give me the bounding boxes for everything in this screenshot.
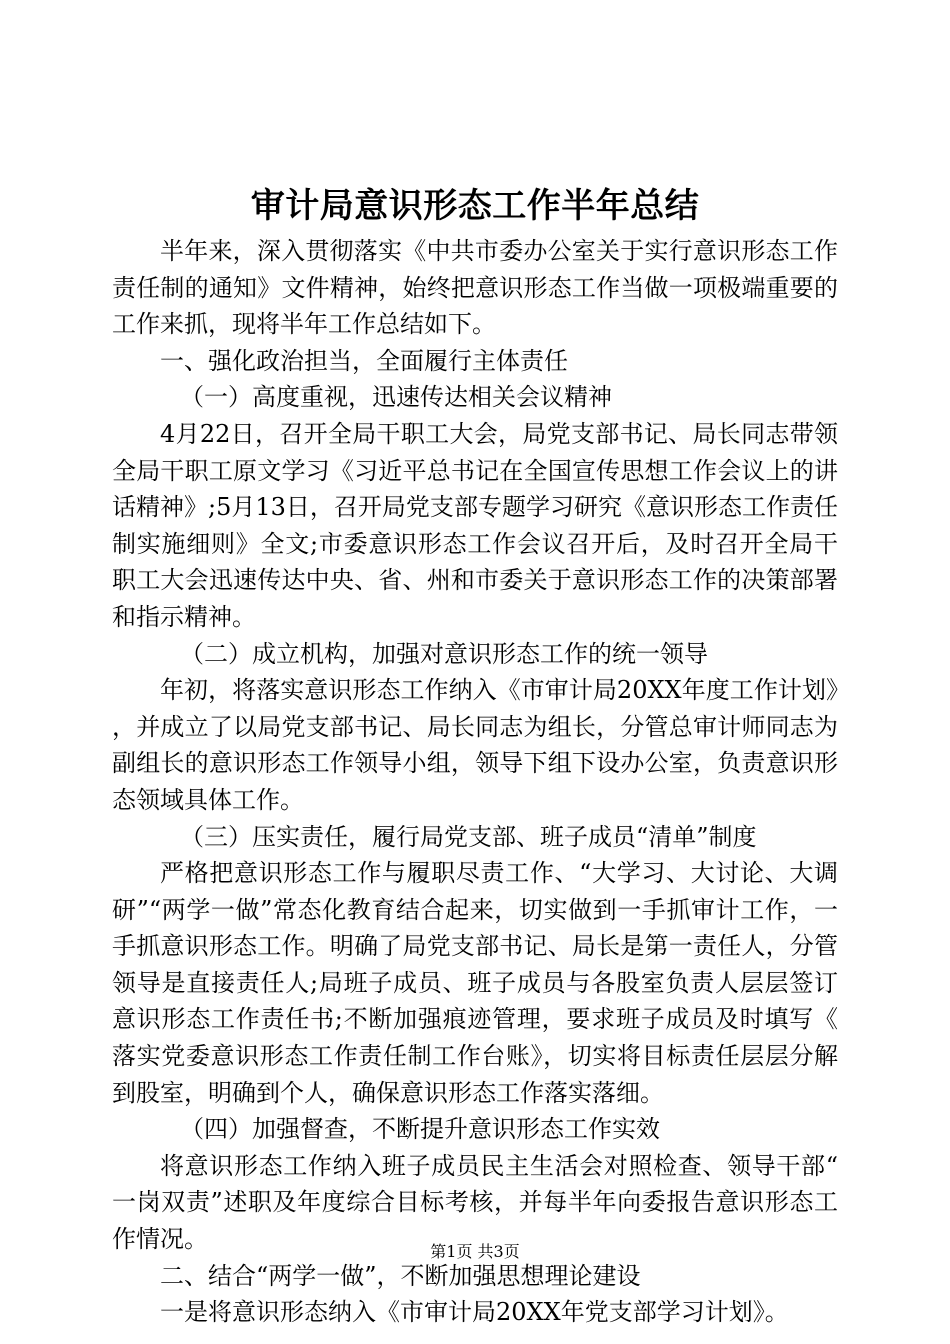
body-paragraph: 将意识形态工作纳入班子成员民主生活会对照检查、领导干部“一岗双责”述职及年度综合目标考核，并每半年向委报告意识形态工作情况。 (112, 1151, 838, 1254)
subsection-heading-4: （四）加强督查，不断提升意识形态工作实效 (180, 1115, 660, 1144)
subsection-heading-2: （二）成立机构，加强对意识形态工作的统一领导 (180, 639, 708, 668)
document-title: 审计局意识形态工作半年总结 (250, 186, 700, 226)
body-paragraph: 一是将意识形态纳入《市审计局20XX年党支部学习计划》。 (160, 1298, 789, 1327)
section-heading-1: 一、强化政治担当，全面履行主体责任 (160, 346, 568, 375)
body-paragraph: 年初，将落实意识形态工作纳入《市审计局20XX年度工作计划》，并成立了以局党支部书记、局长同志为组长，分管总审计师同志为副组长的意识形态工作领导小组，领导下组下设办公室，负责意识形态领域具体工作。 (112, 676, 838, 814)
subsection-heading-1: （一）高度重视，迅速传达相关会议精神 (180, 383, 612, 412)
intro-paragraph: 半年来，深入贯彻落实《中共市委办公室关于实行意识形态工作责任制的通知》文件精神，始终把意识形态工作当做一项极端重要的工作来抓，现将半年工作总结如下。 (112, 237, 838, 339)
body-paragraph: 4月22日，召开全局干职工大会，局党支部书记、局长同志带领全局干职工原文学习《习近平总书记在全国宣传思想工作会议上的讲话精神》;5月13日，召开局党支部专题学习研究《意识形态工作责任制实施细则》全文;市委意识形态工作会议召开后，及时召开全局干职工大会迅速传达中央、省、州和市委关于意识形态工作的决策部署和指示精神。 (112, 419, 838, 631)
section-heading-2: 二、结合“两学一做”，不断加强思想理论建设 (160, 1261, 641, 1290)
subsection-heading-3: （三）压实责任，履行局党支部、班子成员“清单”制度 (180, 822, 757, 851)
page-number-footer: 第1页 共3页 (430, 1242, 520, 1261)
body-paragraph: 严格把意识形态工作与履职尽责工作、“大学习、大讨论、大调研”“两学一做”常态化教育结合起来，切实做到一手抓审计工作，一手抓意识形态工作。明确了局党支部书记、局长是第一责任人，分管领导是直接责任人;局班子成员、班子成员与各股室负责人层层签订意识形态工作责任书;不断加强痕迹管理，要求班子成员及时填写《落实党委意识形态工作责任制工作台账》，切实将目标责任层层分解到股室，明确到个人，确保意识形态工作落实落细。 (112, 859, 838, 1107)
document-body (112, 233, 838, 1331)
